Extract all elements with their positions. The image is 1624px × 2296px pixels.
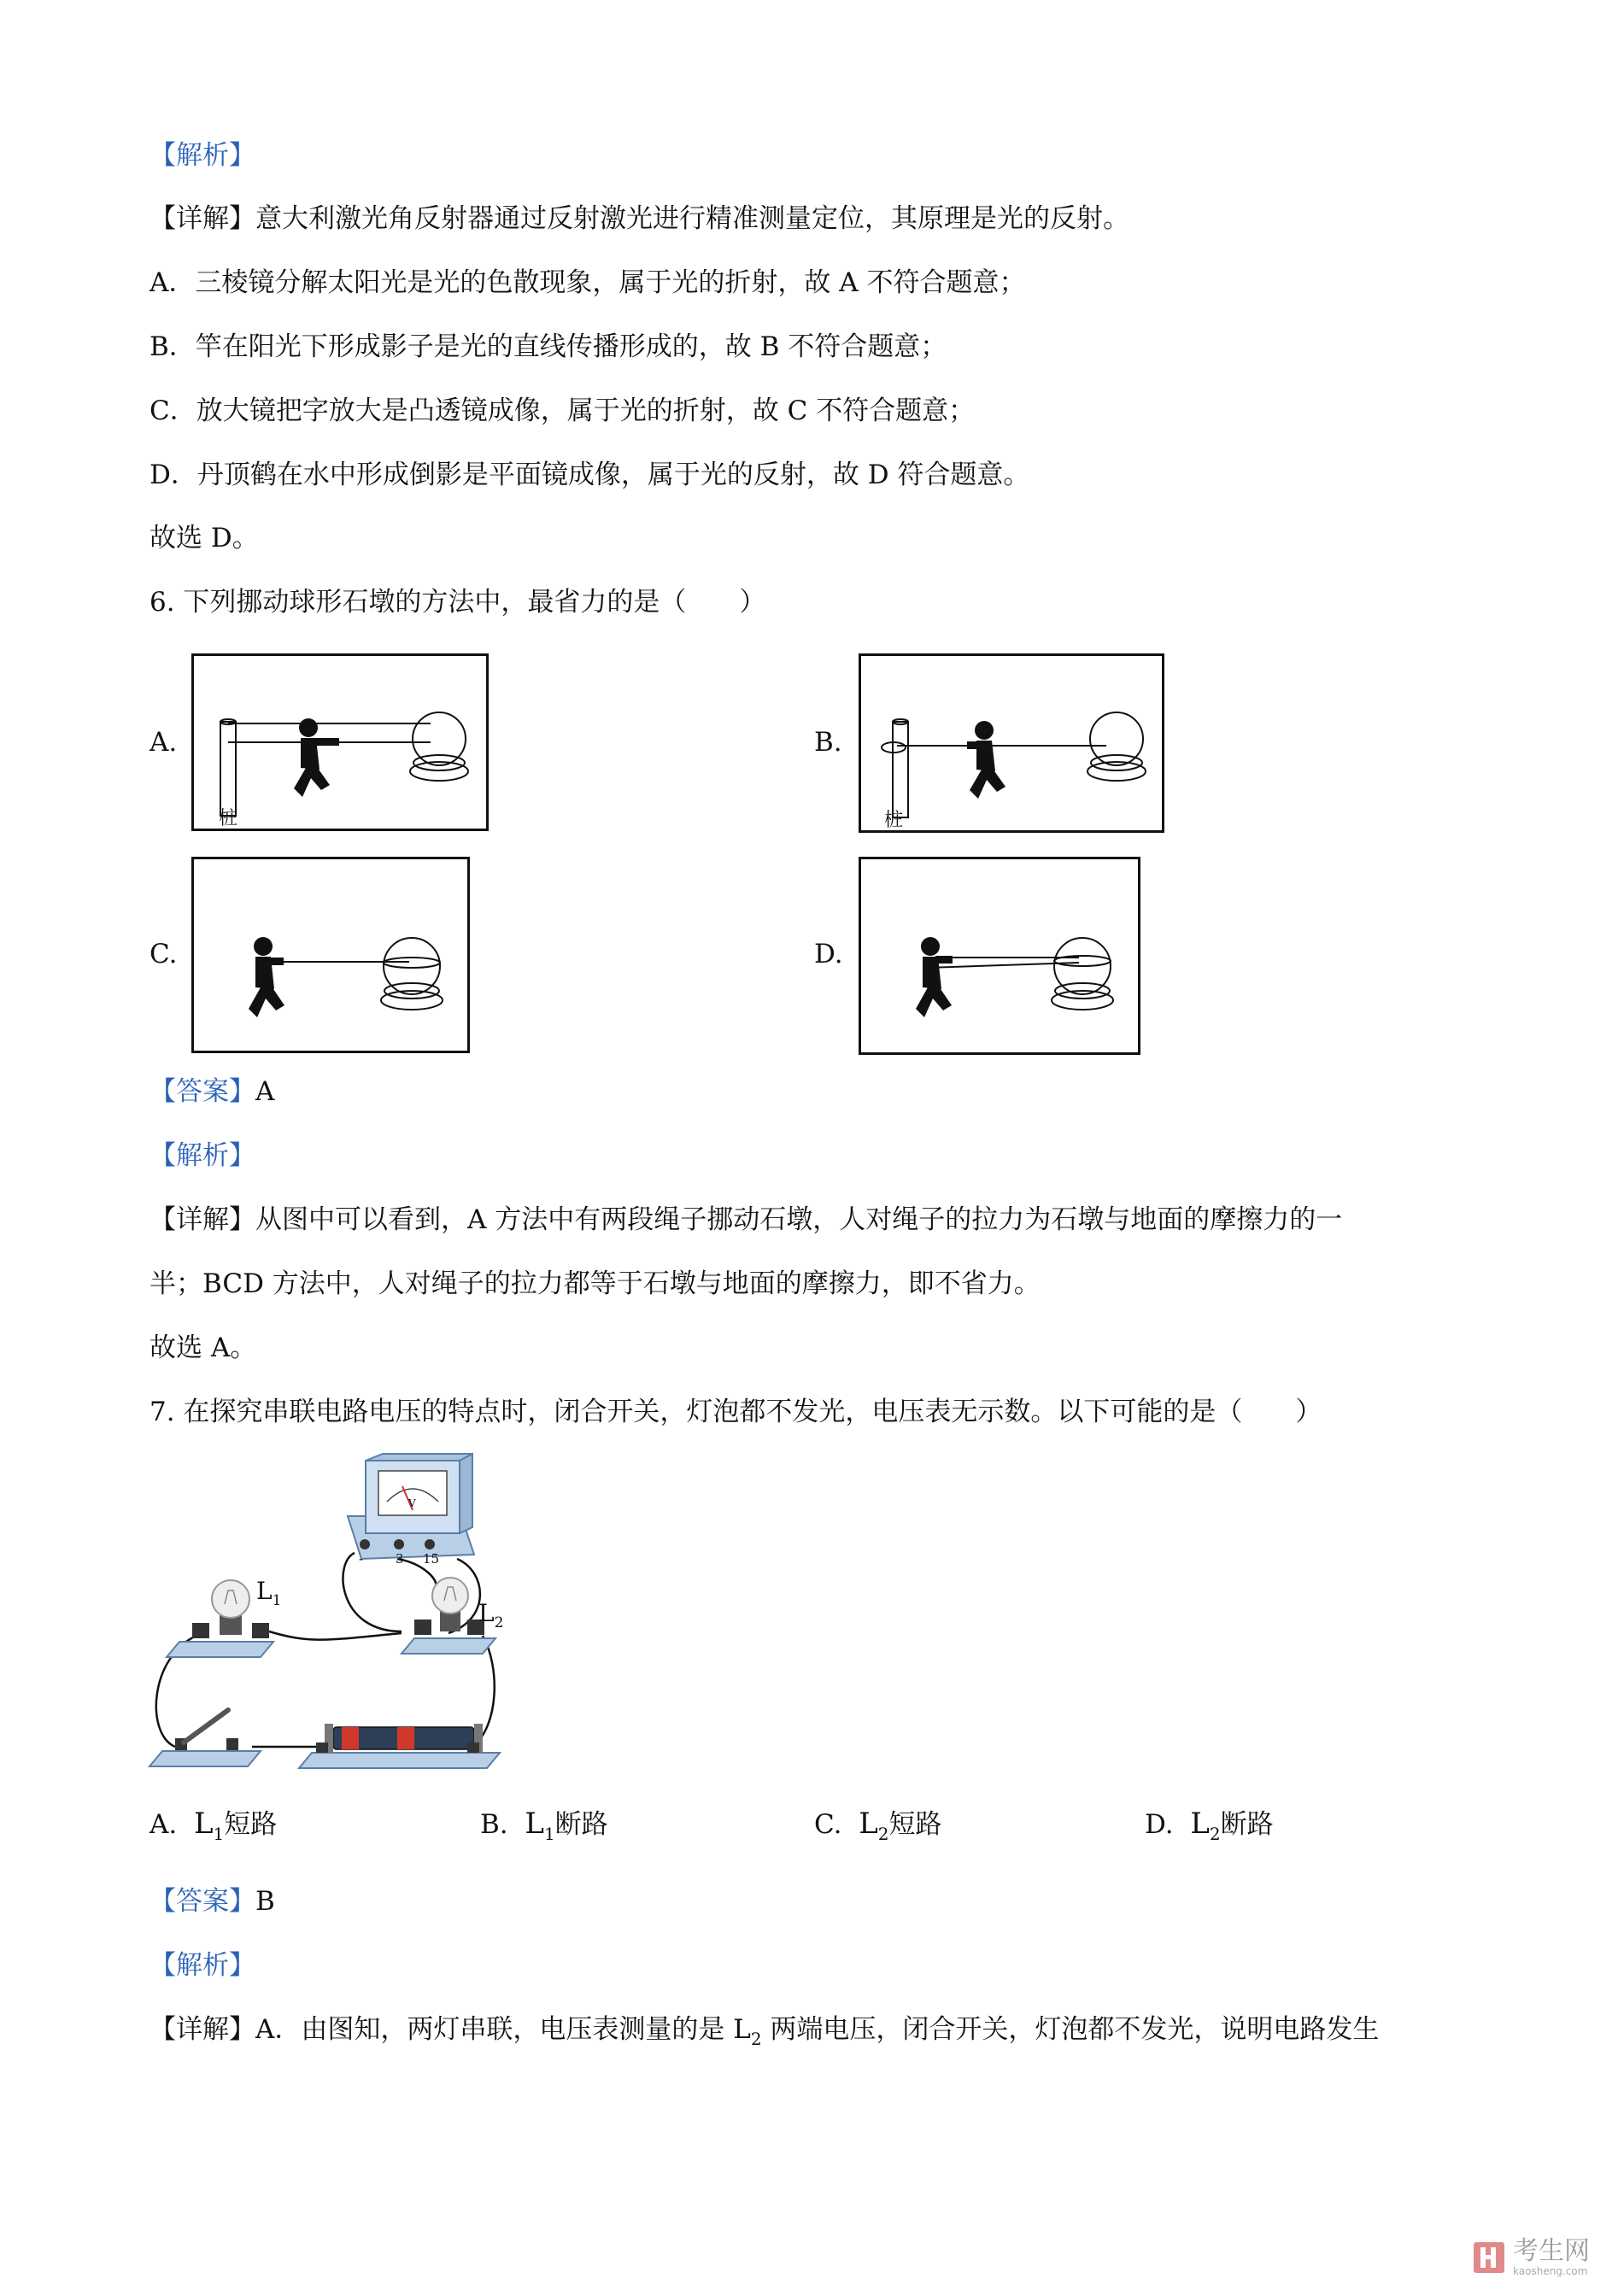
- person-icon: [916, 937, 953, 1017]
- q6-figure-b: [859, 653, 1164, 833]
- detail-tag: 【详解】: [150, 203, 255, 234]
- q7-answer: [150, 1884, 275, 1918]
- terminal-minus: [360, 1539, 370, 1549]
- q7-analysis-tag: 【解析】: [150, 1950, 255, 1981]
- post: [220, 719, 236, 816]
- watermark-name: 考生网: [1513, 2236, 1590, 2266]
- meter-unit: V: [408, 1497, 416, 1509]
- q6-figure-c: [191, 857, 470, 1053]
- bulb-icon: [432, 1578, 468, 1614]
- lamp-l1-label: $L_1$: [256, 1577, 282, 1609]
- logo-icon: [1472, 2240, 1506, 2275]
- answer-value: A: [255, 1076, 275, 1107]
- q6-answer: [150, 1075, 274, 1109]
- terminal-minus-label: -: [359, 1551, 364, 1567]
- stone-ball-icon: [381, 938, 443, 1010]
- detail-line: [150, 202, 1129, 236]
- question-7: 7. 在探究串联电路电压的特点时，闭合开关，灯泡都不发光，电压表无示数。以下可能的是（ ）: [150, 1397, 1322, 1427]
- answer-tag: 【答案】: [150, 1886, 255, 1917]
- person-icon: [967, 721, 1005, 799]
- q6-label-b: B.: [814, 727, 842, 758]
- q6-detail-line-1: [150, 1203, 1342, 1237]
- terminal-3-label: 3: [396, 1551, 404, 1567]
- watermark-logo: [1472, 2238, 1590, 2277]
- voltmeter: [348, 1454, 474, 1567]
- detail-text: 从图中可以看到，A 方法中有两段绳子挪动石墩，人对绳子的拉力为石墩与地面的摩擦力的一: [255, 1204, 1343, 1235]
- watermark-url: kaosheng.com: [1513, 2265, 1588, 2277]
- stone-ball-icon: [410, 712, 468, 781]
- q6-detail-line-2: 半；BCD 方法中，人对绳子的拉力都等于石墩与地面的摩擦力，即不省力。: [150, 1268, 1041, 1299]
- post-label: 桩: [219, 808, 238, 829]
- option-explanation-d: D．丹顶鹤在水中形成倒影是平面镜成像，属于光的反射，故 D 符合题意。: [150, 460, 1030, 490]
- battery-band: [342, 1727, 359, 1749]
- q6-figure-a: [191, 653, 489, 831]
- lamp-l2-label: $L_2$: [478, 1599, 504, 1631]
- terminal-15-label: 15: [423, 1551, 440, 1567]
- person-icon: [249, 937, 284, 1017]
- stone-ball-icon: [1052, 938, 1113, 1010]
- terminal-3: [394, 1539, 404, 1549]
- q7-option-b: B. $L_1$断路: [480, 1807, 608, 1844]
- battery-holder: [299, 1724, 500, 1768]
- q6-label-d: D.: [814, 939, 843, 969]
- lamp-l2: [402, 1578, 503, 1654]
- detail-tag: 【详解】: [150, 1204, 255, 1235]
- detail-tag: 【详解】: [150, 2014, 255, 2045]
- q6-label-c: C.: [150, 939, 178, 969]
- option-explanation-c: C．放大镜把字放大是凸透镜成像，属于光的折射，故 C 不符合题意；: [150, 395, 976, 426]
- post-label: 桩: [884, 810, 904, 831]
- q6-figure-d: [859, 857, 1140, 1055]
- detail-text: 意大利激光角反射器通过反射激光进行精准测量定位，其原理是光的反射。: [255, 203, 1129, 234]
- lamp-l1: [167, 1577, 281, 1657]
- q6-label-a: A.: [150, 727, 178, 758]
- q7-detail-line: 【详解】A．由图知，两灯串联，电压表测量的是 $L_2$ 两端电压，闭合开关，灯泡都不发光，说明电路发生: [150, 2014, 1380, 2049]
- q6-analysis-tag: 【解析】: [150, 1140, 255, 1171]
- q7-option-c: C. $L_2$短路: [814, 1807, 942, 1844]
- option-explanation-b: B．竿在阳光下形成影子是光的直线传播形成的，故 B 不符合题意；: [150, 331, 947, 362]
- bulb-icon: [212, 1580, 249, 1618]
- answer-value: B: [255, 1886, 275, 1917]
- switch-icon: [150, 1710, 261, 1766]
- analysis-tag: 【解析】: [150, 140, 255, 171]
- post: [882, 719, 908, 817]
- person-icon: [294, 718, 339, 797]
- q7-option-a: A. $L_1$短路: [150, 1807, 278, 1844]
- question-6: 6. 下列挪动球形石墩的方法中，最省力的是（ ）: [150, 587, 766, 618]
- circuit-figure: [141, 1452, 530, 1777]
- terminal-15: [425, 1539, 435, 1549]
- q6-conclusion: 故选 A。: [150, 1332, 257, 1363]
- conclusion: 故选 D。: [150, 523, 259, 554]
- q7-option-d: D. $L_2$断路: [1145, 1807, 1274, 1844]
- option-explanation-a: A．三棱镜分解太阳光是光的色散现象，属于光的折射，故 A 不符合题意；: [150, 267, 1026, 298]
- battery-band: [397, 1727, 414, 1749]
- answer-tag: 【答案】: [150, 1076, 255, 1107]
